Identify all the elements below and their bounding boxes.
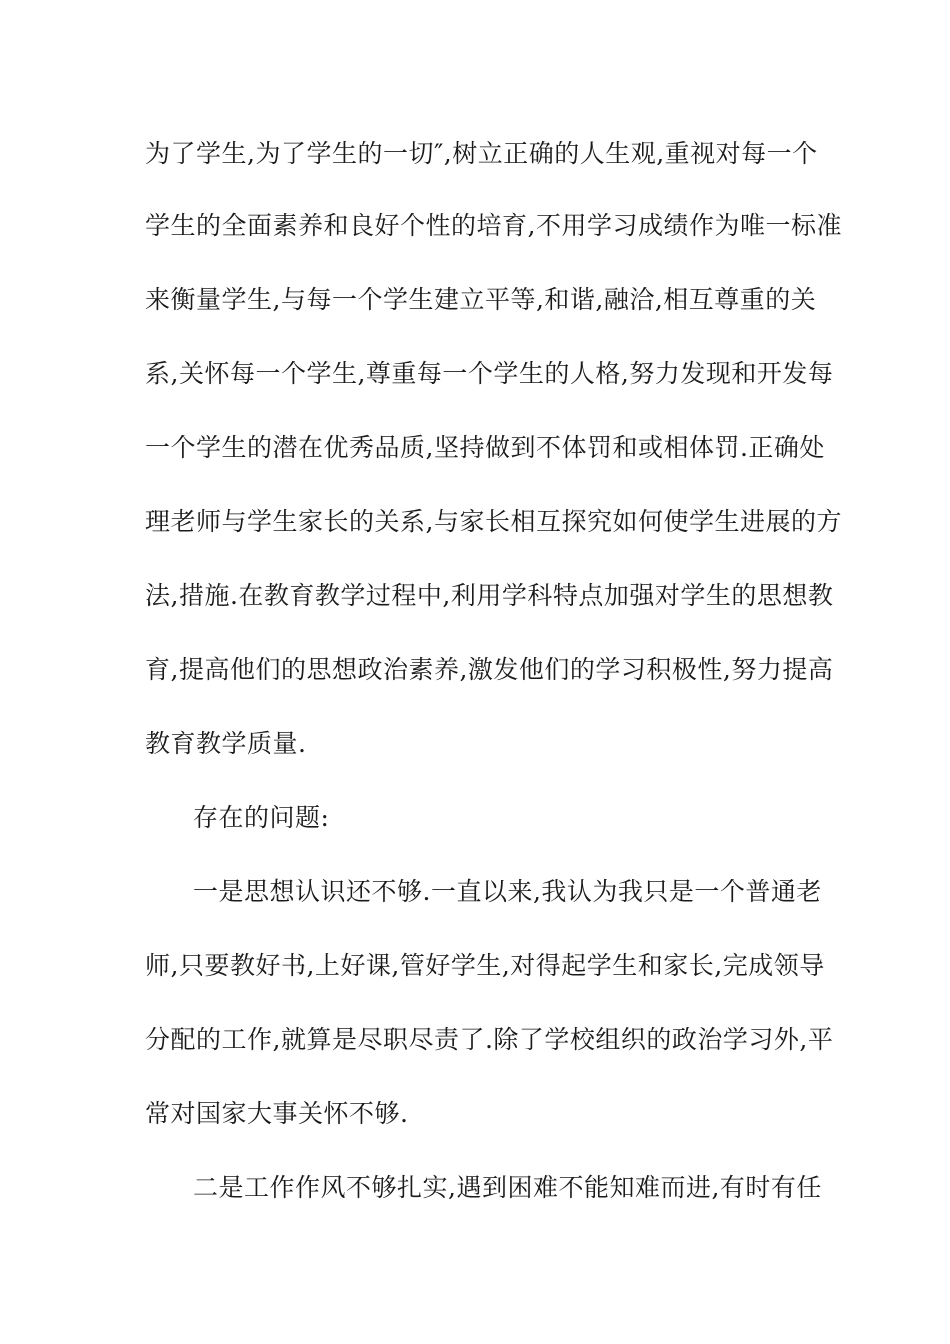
text-line-9: 教育教学质量. xyxy=(145,729,307,758)
text-line-8: 育,提高他们的思想政治素养,激发他们的学习积极性,努力提高 xyxy=(145,655,834,684)
text-line-13: 分配的工作,就算是尽职尽责了.除了学校组织的政治学习外,平 xyxy=(145,1025,834,1054)
text-line-11: 一是思想认识还不够.一直以来,我认为我只是一个普通老 xyxy=(193,877,822,906)
text-line-3: 来衡量学生,与每一个学生建立平等,和谐,融洽,相互尊重的关 xyxy=(145,285,817,314)
text-line-1: 为了学生,为了学生的一切″,树立正确的人生观,重视对每一个 xyxy=(145,139,818,168)
text-line-6: 理老师与学生家长的关系,与家长相互探究如何使学生进展的方 xyxy=(145,507,842,536)
text-line-5: 一个学生的潜在优秀品质,坚持做到不体罚和或相体罚.正确处 xyxy=(145,433,825,462)
text-line-14: 常对国家大事关怀不够. xyxy=(145,1099,409,1128)
text-line-7: 法,措施.在教育教学过程中,利用学科特点加强对学生的思想教 xyxy=(145,581,834,610)
section-heading: 存在的问题: xyxy=(193,803,330,832)
text-line-2: 学生的全面素养和良好个性的培育,不用学习成绩作为唯一标准 xyxy=(145,211,842,240)
text-line-15: 二是工作作风不够扎实,遇到困难不能知难而进,有时有任 xyxy=(193,1173,822,1202)
text-line-4: 系,关怀每一个学生,尊重每一个学生的人格,努力发现和开发每 xyxy=(145,359,834,388)
text-line-12: 师,只要教好书,上好课,管好学生,对得起学生和家长,完成领导 xyxy=(145,951,825,980)
